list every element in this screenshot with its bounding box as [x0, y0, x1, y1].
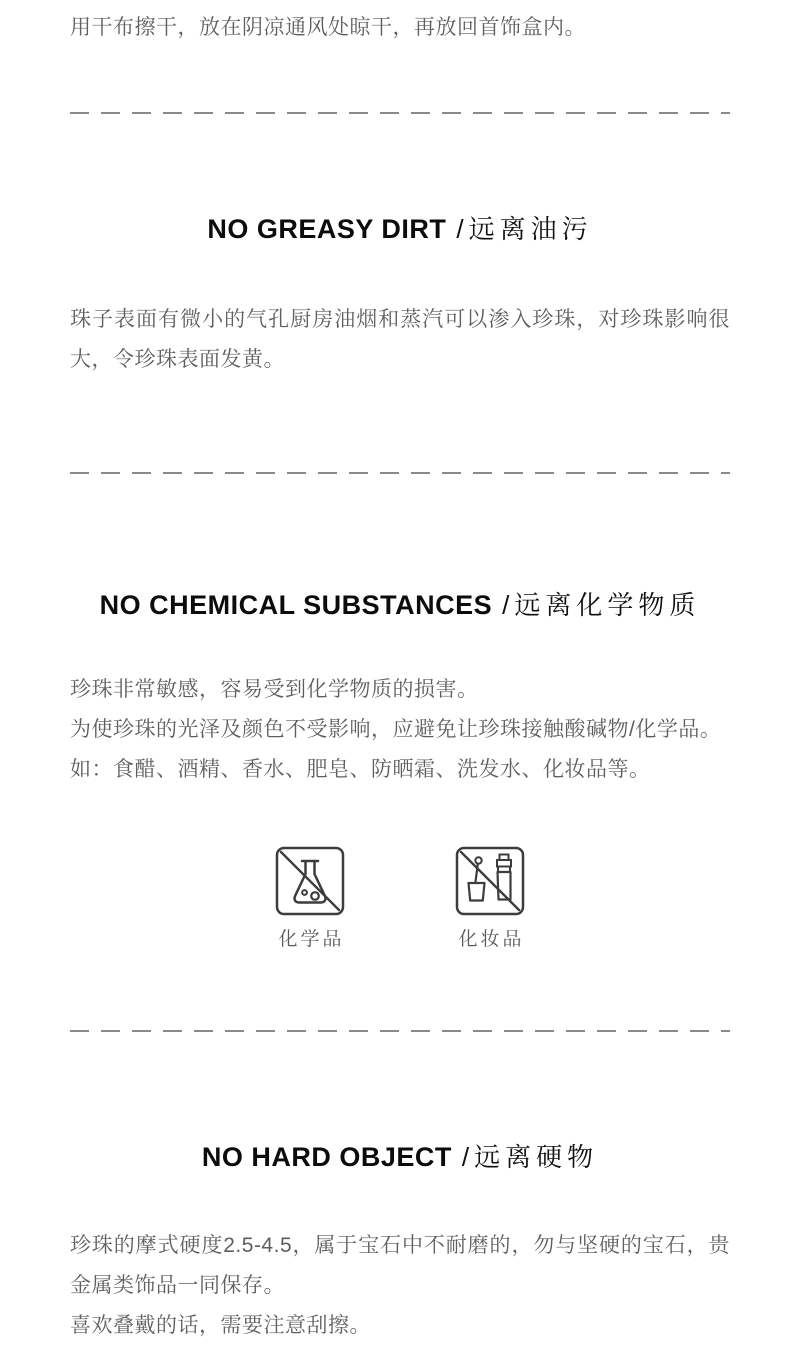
- icon-label: 化妆品: [458, 929, 525, 950]
- icon-label: 化学品: [278, 929, 345, 950]
- heading-english: NO HARD OBJECT: [201, 1142, 452, 1172]
- heading-no-hard-object: [70, 1138, 730, 1176]
- chemical-paragraph: [70, 670, 730, 790]
- icon-card-cosmetics: [435, 846, 545, 954]
- heading-chinese: /远离油污: [456, 214, 593, 244]
- chemicals-prohibited-icon: [275, 846, 345, 916]
- heading-english: NO CHEMICAL SUBSTANCES: [99, 590, 493, 620]
- heading-no-greasy-dirt: [70, 210, 730, 248]
- chemical-line: 为使珍珠的光泽及颜色不受影响，应避免让珍珠接触酸碱物/化学品。: [70, 718, 722, 741]
- intro-text: 用干布擦干，放在阴凉通风处晾干，再放回首饰盒内。: [70, 16, 586, 39]
- heading-chinese: /远离化学物质: [502, 590, 701, 620]
- icon-card-chemicals: [255, 846, 365, 954]
- heading-chinese: /远离硬物: [461, 1142, 599, 1172]
- hard-object-paragraph: [70, 1226, 730, 1346]
- section-divider: [70, 112, 730, 114]
- hard-object-line: 喜欢叠戴的话，需要注意刮擦。: [70, 1314, 371, 1337]
- section-divider: [70, 472, 730, 474]
- chemical-line: 如：食醋、酒精、香水、肥皂、防晒霜、洗发水、化妆品等。: [70, 758, 651, 781]
- heading-english: NO GREASY DIRT: [207, 214, 447, 244]
- hard-object-line: 珍珠的摩式硬度2.5-4.5，属于宝石中不耐磨的，勿与坚硬的宝石，贵金属类饰品一同保存。: [70, 1234, 730, 1297]
- heading-no-chemical-substances: [70, 586, 730, 624]
- cosmetics-prohibited-icon: [455, 846, 525, 916]
- chemical-line: 珍珠非常敏感，容易受到化学物质的损害。: [70, 678, 479, 701]
- prohibited-items-row: [70, 846, 730, 954]
- section-divider: [70, 1030, 730, 1032]
- greasy-paragraph: 珠子表面有微小的气孔厨房油烟和蒸汽可以渗入珍珠，对珍珠影响很大，令珍珠表面发黄。: [70, 308, 730, 371]
